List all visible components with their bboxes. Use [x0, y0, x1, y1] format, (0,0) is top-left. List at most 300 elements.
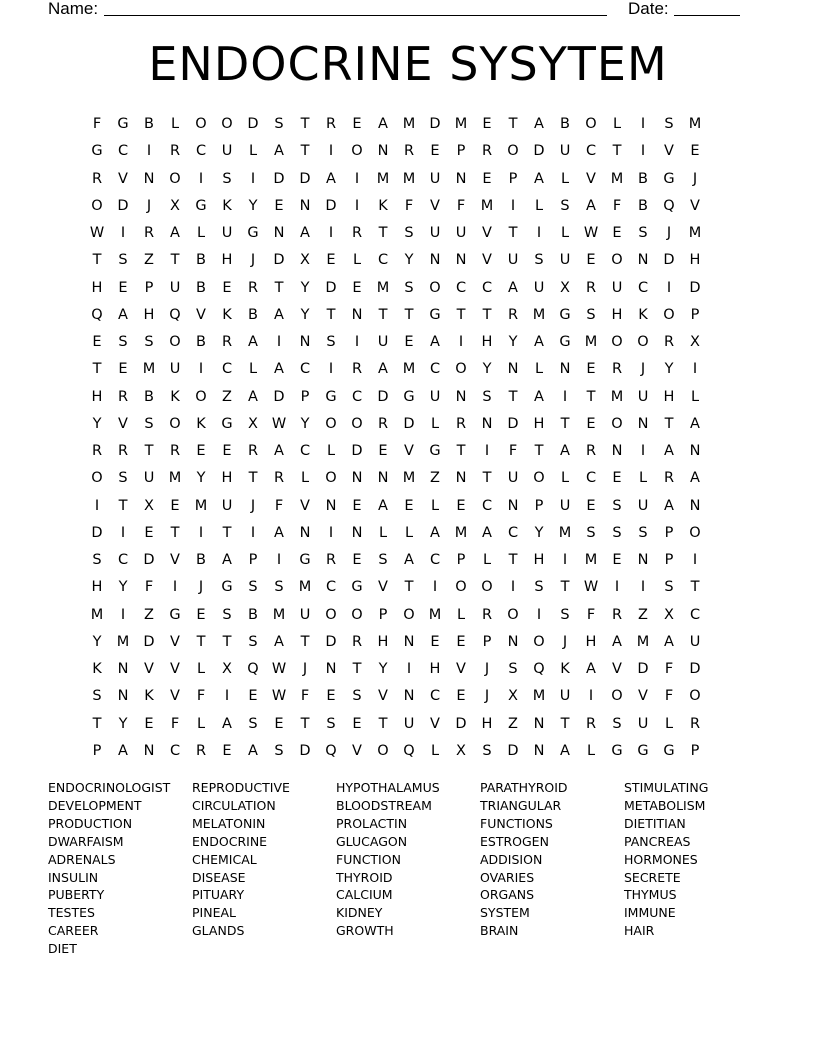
grid-letter[interactable]: I [224, 688, 230, 705]
grid-letter[interactable]: Y [92, 415, 102, 432]
grid-letter[interactable]: E [352, 497, 362, 514]
grid-letter[interactable]: H [689, 252, 701, 269]
grid-letter[interactable]: E [326, 688, 336, 705]
grid-letter[interactable]: I [614, 579, 620, 596]
grid-letter[interactable]: G [663, 170, 675, 187]
grid-letter[interactable]: X [508, 688, 518, 705]
grid-letter[interactable]: D [143, 633, 155, 650]
grid-letter[interactable]: L [404, 524, 414, 541]
grid-letter[interactable]: V [664, 143, 674, 160]
grid-letter[interactable]: M [688, 116, 702, 132]
grid-letter[interactable]: V [404, 443, 414, 459]
grid-letter[interactable]: E [352, 715, 362, 732]
grid-letter[interactable]: T [274, 279, 284, 296]
grid-letter[interactable]: H [377, 633, 389, 650]
grid-letter[interactable]: M [558, 524, 572, 541]
grid-letter[interactable]: E [196, 443, 206, 459]
grid-letter[interactable]: E [612, 470, 622, 487]
grid-letter[interactable]: F [456, 197, 466, 214]
grid-letter[interactable]: D [325, 633, 337, 650]
grid-letter[interactable]: X [170, 197, 180, 214]
grid-letter[interactable]: H [533, 552, 545, 568]
grid-letter[interactable]: G [195, 197, 207, 214]
grid-letter[interactable]: P [664, 552, 674, 568]
grid-letter[interactable]: O [611, 688, 623, 705]
grid-letter[interactable]: W [583, 225, 599, 241]
grid-letter[interactable]: N [117, 661, 129, 677]
grid-letter[interactable]: I [692, 361, 698, 378]
grid-letter[interactable]: A [560, 742, 570, 759]
grid-letter[interactable]: V [586, 170, 596, 187]
grid-letter[interactable]: S [144, 334, 154, 350]
grid-letter[interactable]: F [274, 497, 284, 514]
grid-letter[interactable]: H [221, 252, 233, 269]
grid-letter[interactable]: N [117, 688, 129, 705]
grid-letter[interactable]: A [560, 443, 570, 459]
grid-letter[interactable]: H [481, 334, 493, 350]
grid-letter[interactable]: V [482, 225, 492, 241]
grid-letter[interactable]: S [586, 524, 596, 541]
grid-letter[interactable]: M [532, 306, 546, 323]
grid-letter[interactable]: E [274, 715, 284, 732]
grid-letter[interactable]: Y [378, 661, 388, 677]
grid-letter[interactable]: E [586, 415, 596, 432]
grid-letter[interactable]: O [351, 606, 363, 623]
grid-letter[interactable]: I [640, 116, 646, 132]
grid-letter[interactable]: I [354, 334, 360, 350]
grid-letter[interactable]: F [664, 661, 674, 677]
grid-letter[interactable]: X [144, 497, 154, 514]
grid-letter[interactable]: M [402, 470, 416, 487]
grid-letter[interactable]: V [170, 688, 180, 705]
grid-letter[interactable]: S [248, 579, 258, 596]
grid-letter[interactable]: U [169, 279, 181, 296]
grid-letter[interactable]: I [666, 279, 672, 296]
grid-letter[interactable]: T [378, 225, 388, 241]
grid-letter[interactable]: K [92, 661, 102, 677]
grid-letter[interactable]: S [326, 715, 336, 732]
grid-letter[interactable]: A [378, 361, 388, 378]
grid-letter[interactable]: C [299, 443, 311, 459]
grid-letter[interactable]: O [325, 606, 337, 623]
grid-letter[interactable]: D [91, 524, 103, 541]
grid-letter[interactable]: L [664, 715, 674, 732]
grid-letter[interactable]: Q [533, 661, 545, 677]
grid-letter[interactable]: M [532, 688, 546, 705]
grid-letter[interactable]: A [664, 497, 674, 514]
grid-letter[interactable]: U [299, 606, 311, 623]
grid-letter[interactable]: U [455, 225, 467, 241]
grid-letter[interactable]: B [144, 116, 154, 132]
grid-letter[interactable]: U [611, 279, 623, 296]
grid-letter[interactable]: O [533, 470, 545, 487]
grid-letter[interactable]: E [144, 524, 154, 541]
grid-letter[interactable]: E [482, 170, 492, 187]
grid-letter[interactable]: A [534, 388, 544, 405]
grid-letter[interactable]: T [170, 524, 180, 541]
grid-letter[interactable]: C [299, 361, 311, 378]
grid-letter[interactable]: S [118, 334, 128, 350]
grid-letter[interactable]: A [534, 116, 544, 132]
grid-letter[interactable]: E [274, 197, 284, 214]
grid-letter[interactable]: I [250, 170, 256, 187]
grid-letter[interactable]: A [170, 225, 180, 241]
grid-letter[interactable]: H [611, 306, 623, 323]
grid-letter[interactable]: U [559, 143, 571, 160]
grid-letter[interactable]: I [198, 361, 204, 378]
grid-letter[interactable]: J [484, 688, 490, 705]
grid-letter[interactable]: G [611, 742, 623, 759]
grid-letter[interactable]: C [455, 279, 467, 296]
grid-letter[interactable]: X [664, 606, 674, 623]
grid-letter[interactable]: R [481, 606, 493, 623]
grid-letter[interactable]: C [481, 497, 493, 514]
grid-letter[interactable]: E [456, 688, 466, 705]
grid-letter[interactable]: C [117, 143, 129, 160]
grid-letter[interactable]: C [195, 143, 207, 160]
grid-letter[interactable]: R [247, 279, 259, 296]
grid-letter[interactable]: I [562, 552, 568, 568]
grid-letter[interactable]: P [664, 524, 674, 541]
grid-letter[interactable]: S [248, 633, 258, 650]
grid-letter[interactable]: N [325, 661, 337, 677]
grid-letter[interactable]: P [300, 388, 310, 405]
grid-letter[interactable]: B [144, 388, 154, 405]
grid-letter[interactable]: M [584, 334, 598, 350]
grid-letter[interactable]: V [170, 552, 180, 568]
grid-letter[interactable]: E [118, 361, 128, 378]
grid-letter[interactable]: O [507, 143, 519, 160]
grid-letter[interactable]: S [144, 415, 154, 432]
grid-letter[interactable]: L [196, 661, 206, 677]
grid-letter[interactable]: K [170, 388, 180, 405]
grid-letter[interactable]: F [586, 606, 596, 623]
grid-letter[interactable]: T [300, 143, 310, 160]
grid-letter[interactable]: I [276, 552, 282, 568]
grid-letter[interactable]: H [91, 388, 103, 405]
grid-letter[interactable]: B [196, 552, 206, 568]
grid-letter[interactable]: O [455, 361, 467, 378]
grid-letter[interactable]: G [221, 579, 233, 596]
grid-letter[interactable]: R [247, 443, 259, 459]
grid-letter[interactable]: L [326, 443, 336, 459]
grid-letter[interactable]: Y [248, 197, 258, 214]
grid-letter[interactable]: I [484, 443, 490, 459]
grid-letter[interactable]: O [91, 197, 103, 214]
grid-letter[interactable]: A [690, 470, 700, 487]
grid-letter[interactable]: C [169, 742, 181, 759]
grid-letter[interactable]: A [430, 524, 440, 541]
grid-letter[interactable]: S [612, 497, 622, 514]
grid-letter[interactable]: N [455, 470, 467, 487]
grid-letter[interactable]: O [169, 415, 181, 432]
grid-letter[interactable]: G [351, 579, 363, 596]
grid-letter[interactable]: Q [169, 306, 181, 323]
grid-letter[interactable]: L [196, 225, 206, 241]
grid-letter[interactable]: D [299, 742, 311, 759]
grid-letter[interactable]: V [170, 633, 180, 650]
grid-letter[interactable]: D [273, 170, 285, 187]
grid-letter[interactable]: O [611, 252, 623, 269]
grid-letter[interactable]: N [351, 306, 363, 323]
grid-letter[interactable]: T [92, 361, 102, 378]
grid-letter[interactable]: L [378, 524, 388, 541]
grid-letter[interactable]: U [689, 633, 701, 650]
grid-letter[interactable]: A [378, 116, 388, 132]
grid-letter[interactable]: T [586, 388, 596, 405]
grid-letter[interactable]: P [456, 143, 466, 160]
grid-letter[interactable]: E [586, 252, 596, 269]
grid-letter[interactable]: E [612, 225, 622, 241]
grid-letter[interactable]: E [430, 633, 440, 650]
grid-letter[interactable]: A [586, 197, 596, 214]
grid-letter[interactable]: T [222, 633, 232, 650]
grid-letter[interactable]: S [482, 742, 492, 759]
grid-letter[interactable]: C [429, 361, 441, 378]
grid-letter[interactable]: E [612, 552, 622, 568]
grid-letter[interactable]: F [144, 579, 154, 596]
grid-letter[interactable]: E [430, 143, 440, 160]
grid-letter[interactable]: C [325, 579, 337, 596]
grid-letter[interactable]: I [120, 524, 126, 541]
grid-letter[interactable]: M [454, 524, 468, 541]
grid-letter[interactable]: G [559, 306, 571, 323]
grid-letter[interactable]: O [377, 742, 389, 759]
grid-letter[interactable]: E [456, 497, 466, 514]
grid-letter[interactable]: T [248, 470, 258, 487]
grid-letter[interactable]: N [273, 225, 285, 241]
grid-letter[interactable]: G [169, 606, 181, 623]
grid-letter[interactable]: O [351, 415, 363, 432]
grid-letter[interactable]: M [584, 552, 598, 568]
grid-letter[interactable]: B [638, 197, 648, 214]
grid-letter[interactable]: R [403, 143, 415, 160]
name-line[interactable] [104, 15, 607, 16]
grid-letter[interactable]: A [690, 415, 700, 432]
grid-letter[interactable]: O [481, 579, 493, 596]
grid-letter[interactable]: T [560, 415, 570, 432]
grid-letter[interactable]: R [351, 633, 363, 650]
grid-letter[interactable]: S [534, 252, 544, 269]
grid-letter[interactable]: D [507, 415, 519, 432]
grid-letter[interactable]: I [588, 688, 594, 705]
grid-letter[interactable]: L [638, 470, 648, 487]
grid-letter[interactable]: T [560, 715, 570, 732]
grid-letter[interactable]: O [533, 633, 545, 650]
grid-letter[interactable]: N [403, 688, 415, 705]
grid-letter[interactable]: L [534, 197, 544, 214]
grid-letter[interactable]: I [354, 197, 360, 214]
grid-letter[interactable]: G [299, 552, 311, 568]
grid-letter[interactable]: S [274, 579, 284, 596]
grid-letter[interactable]: H [533, 415, 545, 432]
grid-letter[interactable]: E [378, 443, 388, 459]
grid-letter[interactable]: M [454, 116, 468, 132]
grid-letter[interactable]: H [221, 470, 233, 487]
grid-letter[interactable]: B [560, 116, 570, 132]
grid-letter[interactable]: L [430, 415, 440, 432]
grid-letter[interactable]: J [562, 633, 568, 650]
grid-letter[interactable]: A [222, 715, 232, 732]
grid-letter[interactable]: D [299, 170, 311, 187]
grid-letter[interactable]: S [638, 225, 648, 241]
grid-letter[interactable]: U [637, 715, 649, 732]
grid-letter[interactable]: Y [92, 633, 102, 650]
grid-letter[interactable]: N [637, 252, 649, 269]
grid-letter[interactable]: T [508, 388, 518, 405]
grid-letter[interactable]: C [429, 552, 441, 568]
grid-letter[interactable]: H [91, 279, 103, 296]
grid-letter[interactable]: S [612, 715, 622, 732]
grid-letter[interactable]: A [534, 334, 544, 350]
grid-letter[interactable]: B [248, 606, 258, 623]
grid-letter[interactable]: R [117, 388, 129, 405]
grid-letter[interactable]: C [221, 361, 233, 378]
grid-letter[interactable]: D [273, 252, 285, 269]
grid-letter[interactable]: P [456, 552, 466, 568]
grid-letter[interactable]: P [690, 742, 700, 759]
grid-letter[interactable]: I [198, 170, 204, 187]
grid-letter[interactable]: S [664, 116, 674, 132]
grid-letter[interactable]: F [92, 116, 102, 132]
grid-letter[interactable]: M [428, 606, 442, 623]
grid-letter[interactable]: T [196, 633, 206, 650]
grid-letter[interactable]: D [117, 197, 129, 214]
grid-letter[interactable]: E [456, 633, 466, 650]
grid-letter[interactable]: M [298, 579, 312, 596]
grid-letter[interactable]: L [560, 170, 570, 187]
grid-letter[interactable]: U [221, 225, 233, 241]
grid-letter[interactable]: O [91, 470, 103, 487]
grid-letter[interactable]: Z [144, 606, 154, 623]
grid-letter[interactable]: Y [482, 361, 492, 378]
grid-letter[interactable]: D [143, 552, 155, 568]
grid-letter[interactable]: Q [247, 661, 259, 677]
grid-letter[interactable]: U [143, 470, 155, 487]
grid-letter[interactable]: T [508, 552, 518, 568]
grid-letter[interactable]: T [404, 579, 414, 596]
grid-letter[interactable]: V [612, 661, 622, 677]
grid-letter[interactable]: R [351, 225, 363, 241]
grid-letter[interactable]: B [638, 170, 648, 187]
grid-letter[interactable]: J [250, 497, 256, 514]
grid-letter[interactable]: F [170, 715, 180, 732]
grid-letter[interactable]: N [533, 715, 545, 732]
grid-letter[interactable]: I [640, 579, 646, 596]
grid-letter[interactable]: I [172, 579, 178, 596]
grid-letter[interactable]: M [142, 361, 156, 378]
grid-letter[interactable]: H [429, 661, 441, 677]
grid-letter[interactable]: S [222, 170, 232, 187]
grid-letter[interactable]: E [586, 361, 596, 378]
grid-letter[interactable]: K [638, 306, 648, 323]
grid-letter[interactable]: P [378, 606, 388, 623]
grid-letter[interactable]: T [508, 225, 518, 241]
grid-letter[interactable]: R [273, 470, 285, 487]
grid-letter[interactable]: V [690, 197, 700, 214]
grid-letter[interactable]: T [534, 443, 544, 459]
grid-letter[interactable]: S [222, 606, 232, 623]
grid-letter[interactable]: U [221, 497, 233, 514]
grid-letter[interactable]: A [378, 497, 388, 514]
grid-letter[interactable]: Y [664, 361, 674, 378]
grid-letter[interactable]: U [559, 688, 571, 705]
grid-letter[interactable]: O [195, 388, 207, 405]
grid-letter[interactable]: R [377, 415, 389, 432]
grid-letter[interactable]: V [482, 252, 492, 269]
grid-letter[interactable]: T [300, 633, 310, 650]
grid-letter[interactable]: U [377, 334, 389, 350]
grid-letter[interactable]: G [247, 225, 259, 241]
grid-letter[interactable]: C [637, 279, 649, 296]
grid-letter[interactable]: E [92, 334, 102, 350]
grid-letter[interactable]: G [91, 143, 103, 160]
grid-letter[interactable]: G [325, 388, 337, 405]
grid-letter[interactable]: A [222, 552, 232, 568]
grid-letter[interactable]: C [117, 552, 129, 568]
grid-letter[interactable]: N [637, 415, 649, 432]
grid-letter[interactable]: O [429, 279, 441, 296]
grid-letter[interactable]: P [534, 497, 544, 514]
grid-letter[interactable]: N [455, 252, 467, 269]
grid-letter[interactable]: R [91, 443, 103, 459]
grid-letter[interactable]: N [351, 470, 363, 487]
grid-letter[interactable]: T [300, 116, 310, 132]
grid-letter[interactable]: A [274, 143, 284, 160]
grid-letter[interactable]: J [250, 252, 256, 269]
grid-letter[interactable]: P [248, 552, 258, 568]
grid-letter[interactable]: D [351, 443, 363, 459]
grid-letter[interactable]: U [429, 388, 441, 405]
grid-letter[interactable]: N [533, 742, 545, 759]
grid-letter[interactable]: V [456, 661, 466, 677]
grid-letter[interactable]: S [118, 252, 128, 269]
grid-letter[interactable]: A [274, 443, 284, 459]
grid-letter[interactable]: I [198, 524, 204, 541]
grid-letter[interactable]: A [248, 334, 258, 350]
grid-letter[interactable]: U [637, 497, 649, 514]
grid-letter[interactable]: N [143, 170, 155, 187]
grid-letter[interactable]: E [404, 334, 414, 350]
grid-letter[interactable]: R [611, 361, 623, 378]
grid-letter[interactable]: F [664, 688, 674, 705]
grid-letter[interactable]: V [352, 742, 362, 759]
grid-letter[interactable]: O [169, 170, 181, 187]
grid-letter[interactable]: R [585, 715, 597, 732]
grid-letter[interactable]: G [403, 388, 415, 405]
grid-letter[interactable]: K [196, 415, 206, 432]
grid-letter[interactable]: R [585, 443, 597, 459]
grid-letter[interactable]: T [352, 661, 362, 677]
grid-letter[interactable]: S [326, 334, 336, 350]
grid-letter[interactable]: H [91, 579, 103, 596]
grid-letter[interactable]: A [248, 742, 258, 759]
grid-letter[interactable]: G [429, 443, 441, 459]
grid-letter[interactable]: A [508, 279, 518, 296]
grid-letter[interactable]: R [325, 552, 337, 568]
grid-letter[interactable]: R [585, 279, 597, 296]
grid-letter[interactable]: P [144, 279, 154, 296]
grid-letter[interactable]: E [248, 688, 258, 705]
grid-letter[interactable]: N [637, 552, 649, 568]
grid-letter[interactable]: L [612, 116, 622, 132]
grid-letter[interactable]: T [222, 524, 232, 541]
grid-letter[interactable]: M [402, 116, 416, 132]
grid-letter[interactable]: M [168, 470, 182, 487]
grid-letter[interactable]: S [352, 688, 362, 705]
grid-letter[interactable]: H [143, 306, 155, 323]
grid-letter[interactable]: Y [196, 470, 206, 487]
